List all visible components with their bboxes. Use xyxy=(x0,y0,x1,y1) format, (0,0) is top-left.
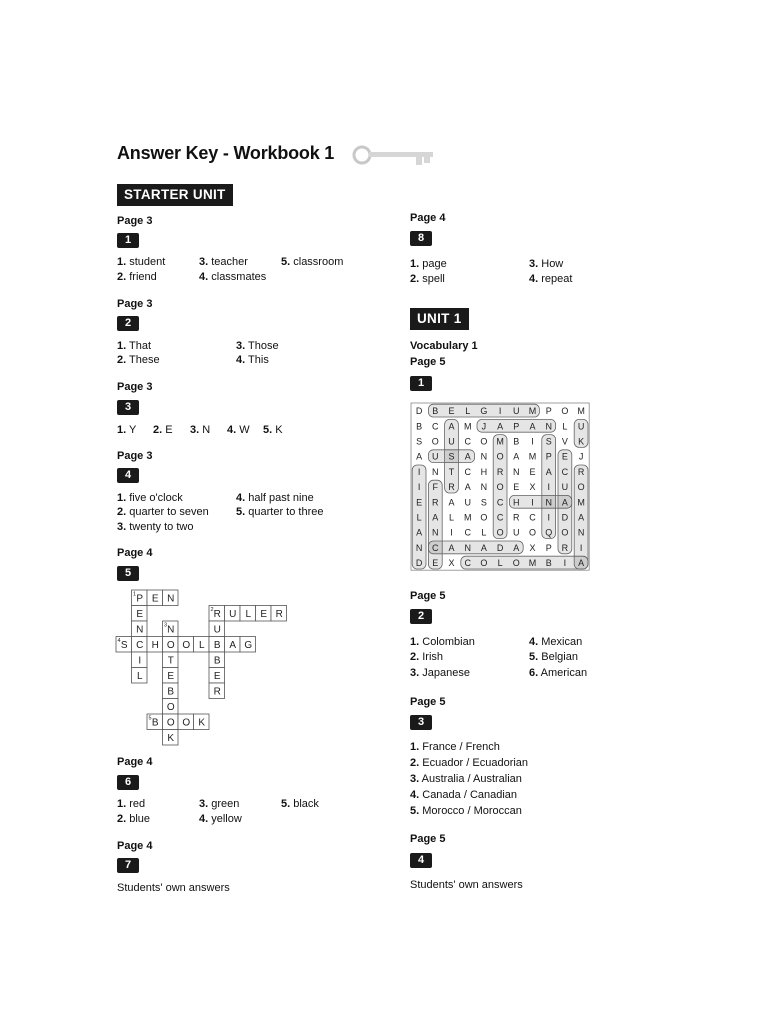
word-search-letter: O xyxy=(496,527,504,538)
word-search-letter: N xyxy=(513,466,520,477)
word-search-letter: D xyxy=(561,512,569,523)
word-search-letter: N xyxy=(432,466,439,477)
word-search-letter: I xyxy=(547,482,550,493)
word-search-letter: E xyxy=(448,406,455,417)
crossword-letter: K xyxy=(198,717,207,729)
word-search-letter: O xyxy=(496,482,504,493)
crossword-letter: N xyxy=(136,624,145,636)
word-search-letter: M xyxy=(528,406,537,417)
answer-text: Students' own answers xyxy=(410,879,523,891)
word-search-letter: X xyxy=(529,482,536,493)
word-search-letter: I xyxy=(417,482,421,493)
crossword-letter: I xyxy=(138,655,143,667)
word-search-letter: M xyxy=(577,406,585,417)
exercise-number-badge: 7 xyxy=(117,858,139,873)
crossword-grid xyxy=(110,588,310,748)
answer-item: 3. Japanese xyxy=(410,667,470,679)
crossword-clue-number: 4 xyxy=(117,638,121,644)
word-search-letter: B xyxy=(545,558,552,569)
starter-unit-banner: STARTER UNIT xyxy=(117,184,233,206)
exercise-number-badge: 6 xyxy=(117,775,139,790)
word-search-letter: D xyxy=(415,558,423,569)
answer-item: 5. Belgian xyxy=(529,651,578,663)
answer-item: 4. classmates xyxy=(199,271,267,283)
word-search-letter: I xyxy=(579,542,583,553)
word-search-letter: T xyxy=(448,466,455,477)
crossword-letter: O xyxy=(166,639,176,651)
section-label: Vocabulary 1 xyxy=(410,340,478,352)
word-search-letter: L xyxy=(497,558,503,569)
word-search-letter: N xyxy=(480,451,488,462)
answer-text: Students' own answers xyxy=(117,882,230,894)
answer-item: 4. This xyxy=(236,354,269,366)
word-search-letter: R xyxy=(496,466,504,477)
word-search-letter: A xyxy=(513,542,520,553)
word-search-letter: P xyxy=(513,421,520,432)
answer-item: 1. page xyxy=(410,258,447,270)
answer-item: 2. Ecuador / Ecuadorian xyxy=(410,757,529,769)
crossword-letter: R xyxy=(213,608,222,620)
crossword-letter: E xyxy=(167,670,176,682)
answer-item: 5. quarter to three xyxy=(236,506,324,518)
page-title: Answer Key - Workbook 1 xyxy=(117,143,335,163)
crossword-letter: U xyxy=(229,608,238,620)
crossword-letter: P xyxy=(136,593,145,605)
word-search-letter: S xyxy=(416,436,423,447)
answer-item: 2. blue xyxy=(117,813,151,825)
word-search-letter: X xyxy=(448,558,455,569)
word-search-letter: I xyxy=(531,497,534,508)
page-label: Page 5 xyxy=(410,356,446,368)
answer-item: 3. How xyxy=(529,258,564,270)
crossword-clue-number: 2 xyxy=(210,607,214,613)
word-search-letter: O xyxy=(528,527,537,538)
word-search-letter: A xyxy=(578,558,585,569)
word-search-letter: C xyxy=(561,466,569,477)
word-search-letter: A xyxy=(513,451,520,462)
word-search-letter: M xyxy=(463,512,472,523)
word-search-letter: A xyxy=(432,512,439,523)
word-search-letter: I xyxy=(563,558,567,569)
exercise-number-badge: 2 xyxy=(410,609,432,624)
word-search-letter: N xyxy=(464,542,471,553)
word-search-letter: N xyxy=(545,497,552,508)
word-search-letter: U xyxy=(561,482,569,493)
word-search-letter: R xyxy=(513,512,520,523)
word-search-letter: R xyxy=(561,542,569,553)
word-search-letter: L xyxy=(481,527,487,538)
page-label: Page 4 xyxy=(117,547,153,559)
crossword-letter: T xyxy=(167,655,175,667)
word-search-letter: D xyxy=(496,542,504,553)
word-search-letter: C xyxy=(432,421,439,432)
word-search-grid xyxy=(410,402,592,575)
answer-item: 5. Morocco / Moroccan xyxy=(410,805,522,817)
crossword-letter: O xyxy=(182,639,192,651)
answer-item: 2. spell xyxy=(410,273,445,285)
answer-item: 3. Those xyxy=(236,340,279,352)
answer-item: 5. black xyxy=(281,798,319,810)
page-label: Page 5 xyxy=(410,590,446,602)
word-search-letter: R xyxy=(448,482,455,493)
word-search-letter: P xyxy=(545,542,552,553)
word-search-letter: A xyxy=(416,451,423,462)
answer-item: 1. Y xyxy=(117,424,137,436)
word-search-letter: I xyxy=(498,406,502,417)
word-search-letter: A xyxy=(561,497,568,508)
crossword-letter: O xyxy=(182,717,192,729)
word-search-letter: C xyxy=(464,558,471,569)
answer-item: 4. Canada / Canadian xyxy=(410,789,518,801)
crossword-letter: L xyxy=(198,639,206,651)
exercise-number-badge: 3 xyxy=(410,715,432,730)
answer-item: 4. Mexican xyxy=(529,636,583,648)
crossword-letter: E xyxy=(260,608,269,620)
word-search-letter: C xyxy=(496,497,504,508)
word-search-letter: L xyxy=(416,512,422,523)
crossword-letter: B xyxy=(213,655,222,667)
exercise-number-badge: 4 xyxy=(117,468,139,483)
crossword-letter: B xyxy=(213,639,222,651)
exercise-number-badge: 3 xyxy=(117,400,139,415)
answer-item: 4. repeat xyxy=(529,273,573,285)
crossword-clue-number: 1 xyxy=(133,591,137,598)
word-search-letter: E xyxy=(513,482,520,493)
crossword-letter: G xyxy=(244,639,254,651)
exercise-number-badge: 5 xyxy=(117,566,139,581)
answer-item: 2. friend xyxy=(117,271,157,283)
word-search-letter: A xyxy=(448,542,455,553)
page-label: Page 5 xyxy=(410,833,446,845)
crossword-letter: S xyxy=(120,639,129,651)
page-label: Page 3 xyxy=(117,381,153,393)
crossword-letter: R xyxy=(213,686,222,698)
page-label: Page 3 xyxy=(117,298,153,310)
answer-item: 3. twenty to two xyxy=(117,521,194,533)
word-search-letter: I xyxy=(547,512,550,523)
answer-item: 1. student xyxy=(117,256,166,268)
word-search-letter: O xyxy=(496,451,504,462)
answer-item: 1. red xyxy=(117,798,146,810)
page-label: Page 3 xyxy=(117,450,153,462)
answer-item: 3. N xyxy=(190,424,211,436)
answer-item: 2. These xyxy=(117,354,160,366)
crossword-letter: K xyxy=(167,732,176,744)
word-search-letter: D xyxy=(415,406,423,417)
word-search-letter: H xyxy=(513,497,520,508)
word-search-letter: E xyxy=(529,466,536,477)
crossword-letter: A xyxy=(229,639,238,651)
word-search-letter: B xyxy=(513,436,520,447)
word-search-letter: N xyxy=(577,527,585,538)
word-highlight xyxy=(428,480,442,569)
crossword-letter: N xyxy=(167,624,176,636)
page-label: Page 4 xyxy=(117,756,153,768)
unit-1-banner: UNIT 1 xyxy=(410,308,469,330)
word-search-letter: N xyxy=(415,542,423,553)
word-search-letter: O xyxy=(577,482,585,493)
page-label: Page 3 xyxy=(117,215,153,227)
crossword-letter: C xyxy=(136,639,145,651)
key-icon xyxy=(350,141,440,171)
exercise-number-badge: 2 xyxy=(117,316,139,331)
crossword-letter: E xyxy=(151,593,160,605)
word-search-letter: H xyxy=(480,466,488,477)
answer-item: 2. quarter to seven xyxy=(117,506,209,518)
word-search-letter: M xyxy=(528,558,537,569)
word-search-letter: S xyxy=(545,436,552,447)
answer-item: 1. Colombian xyxy=(410,636,475,648)
word-search-letter: O xyxy=(480,512,488,523)
word-search-letter: J xyxy=(481,421,487,432)
word-search-letter: I xyxy=(531,436,534,447)
answer-item: 4. W xyxy=(227,424,250,436)
crossword-letter: H xyxy=(151,639,160,651)
word-search-letter: A xyxy=(464,451,471,462)
word-search-letter: C xyxy=(464,466,471,477)
crossword-letter: B xyxy=(151,717,160,729)
answer-item: 5. K xyxy=(263,424,283,436)
page-label: Page 5 xyxy=(410,696,446,708)
word-search-letter: M xyxy=(528,451,537,462)
word-search-letter: P xyxy=(545,406,552,417)
word-search-letter: A xyxy=(529,421,536,432)
word-search-letter: U xyxy=(448,436,455,447)
answer-item: 3. Australia / Australian xyxy=(410,773,522,785)
answer-item: 2. E xyxy=(153,424,173,436)
word-search-letter: B xyxy=(416,421,423,432)
word-search-letter: O xyxy=(512,558,520,569)
word-search-letter: O xyxy=(431,436,439,447)
crossword-letter: N xyxy=(167,593,176,605)
word-search-letter: O xyxy=(480,558,488,569)
word-search-letter: R xyxy=(432,497,439,508)
answer-item: 2. Irish xyxy=(410,651,444,663)
exercise-number-badge: 8 xyxy=(410,231,432,246)
word-search-letter: C xyxy=(432,542,439,553)
word-search-letter: G xyxy=(480,406,488,417)
word-search-letter: E xyxy=(432,558,439,569)
word-search-letter: I xyxy=(417,466,421,477)
exercise-number-badge: 1 xyxy=(117,233,139,248)
crossword-letter: E xyxy=(136,608,145,620)
word-search-letter: O xyxy=(480,436,488,447)
word-search-letter: A xyxy=(578,512,585,523)
word-search-letter: V xyxy=(561,436,568,447)
word-search-letter: O xyxy=(561,406,569,417)
word-search-letter: A xyxy=(448,497,455,508)
word-search-letter: M xyxy=(463,421,472,432)
answer-item: 1. five o'clock xyxy=(117,492,183,504)
word-search-letter: E xyxy=(416,497,423,508)
word-search-letter: S xyxy=(480,497,487,508)
word-search-letter: N xyxy=(480,482,488,493)
word-search-letter: M xyxy=(577,497,585,508)
page-label: Page 4 xyxy=(117,840,153,852)
word-search-letter: S xyxy=(448,451,455,462)
crossword-letter: L xyxy=(245,608,253,620)
word-search-letter: J xyxy=(578,451,584,462)
word-search-letter: L xyxy=(562,421,568,432)
word-search-letter: C xyxy=(496,512,504,523)
word-search-letter: N xyxy=(432,527,439,538)
answer-item: 4. yellow xyxy=(199,813,242,825)
word-search-letter: N xyxy=(545,421,552,432)
crossword-letter: B xyxy=(167,686,176,698)
answer-item: 3. green xyxy=(199,798,240,810)
answer-item: 3. teacher xyxy=(199,256,248,268)
answer-item: 5. classroom xyxy=(281,256,344,268)
word-search-letter: A xyxy=(545,466,552,477)
word-highlight xyxy=(428,541,523,554)
word-search-letter: A xyxy=(464,482,471,493)
word-search-letter: U xyxy=(577,421,585,432)
word-search-letter: U xyxy=(513,527,520,538)
word-search-letter: O xyxy=(561,527,569,538)
word-search-letter: A xyxy=(416,527,423,538)
word-search-letter: C xyxy=(464,436,471,447)
word-search-letter: U xyxy=(464,497,471,508)
word-search-letter: A xyxy=(448,421,455,432)
answer-item: 1. France / French xyxy=(410,741,500,753)
word-search-letter: R xyxy=(577,466,585,477)
word-search-letter: I xyxy=(450,527,453,538)
answer-item: 4. half past nine xyxy=(236,492,314,504)
word-search-letter: C xyxy=(529,512,536,523)
word-search-letter: F xyxy=(432,482,439,493)
crossword-clue-number: 3 xyxy=(164,622,168,629)
word-search-letter: U xyxy=(432,451,439,462)
word-search-letter: X xyxy=(529,542,536,553)
word-search-letter: P xyxy=(545,451,552,462)
answer-item: 6. American xyxy=(529,667,588,679)
word-search-letter: C xyxy=(464,527,471,538)
word-search-letter: A xyxy=(480,542,487,553)
word-search-letter: E xyxy=(561,451,568,462)
word-search-letter: L xyxy=(448,512,455,523)
crossword-letter: L xyxy=(136,670,144,682)
word-search-letter: U xyxy=(513,406,520,417)
word-search-letter: Q xyxy=(545,527,553,538)
crossword-letter: U xyxy=(213,624,222,636)
word-search-letter: K xyxy=(578,436,585,447)
word-search-letter: A xyxy=(497,421,504,432)
page-label: Page 4 xyxy=(410,212,446,224)
word-search-letter: M xyxy=(496,436,504,447)
crossword-letter: E xyxy=(213,670,222,682)
crossword-clue-number: 5 xyxy=(148,715,152,722)
answer-item: 1. That xyxy=(117,340,152,352)
crossword-letter: R xyxy=(275,608,284,620)
word-search-letter: B xyxy=(432,406,439,417)
exercise-number-badge: 1 xyxy=(410,376,432,391)
crossword-letter: O xyxy=(166,701,176,713)
exercise-number-badge: 4 xyxy=(410,853,432,868)
word-search-letter: L xyxy=(465,406,471,417)
crossword-letter: O xyxy=(166,717,176,729)
